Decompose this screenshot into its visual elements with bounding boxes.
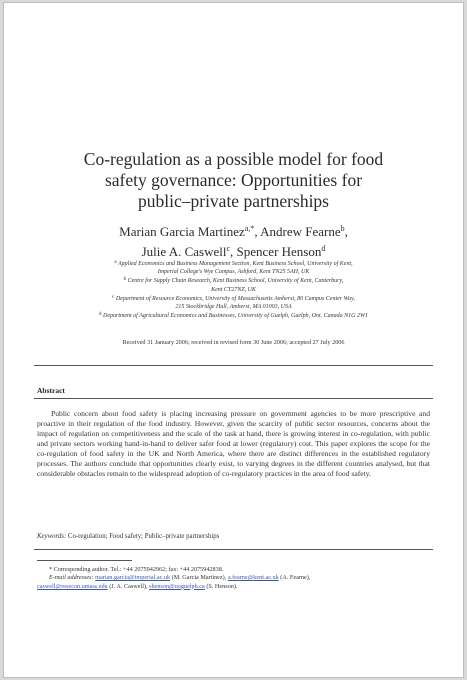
affiliation-mark: a [114,260,117,265]
affiliation-mark: c [112,294,115,300]
keywords-text: Co-regulation; Food safety; Public–private partnerships [67,533,220,540]
author-name: Marian Garcia Martinez [119,224,245,239]
title-line: public–private partnerships [138,191,329,211]
author-affiliation-mark: c [226,244,231,253]
email-owner: (S. Henson). [204,582,238,590]
email-owner: (J. A. Caswell), [107,582,150,590]
affiliation-text: Department of Resource Economics, University of Massachusetts Amherst, 80 Campus Center Way, [115,295,355,302]
title-line: Co-regulation as a possible model for food [83,149,384,169]
affiliation-mark: d [98,312,102,318]
received-dates: Received 31 January 2006; received in revised form 30 June 2006; accepted 27 July 2006 [122,339,345,346]
affiliation-line [44,294,423,303]
author-name: Andrew Fearne [260,224,341,239]
affiliation-mark: b [123,277,127,283]
author-line [44,220,423,240]
author-name: Julie A. Caswell [141,244,227,259]
keywords-label: Keywords: [37,533,67,540]
email-owner: (A. Fearne), [278,574,311,582]
paper-title [44,149,423,212]
affiliation-text: Department of Agricultural Economics and Businesses, University of Guelph, Guelph, Ont. Canada N1G 2W1 [102,313,369,320]
paper-page [4,3,463,677]
email-addresses [37,574,430,582]
affiliation-list [44,259,423,320]
email-link-henson[interactable]: shenson@uoguelph.ca [149,582,205,590]
author-separator: , [230,244,237,259]
email-link-fearne[interactable]: a.fearne@kent.ac.uk [227,574,279,582]
affiliation-line: 215 Stockbridge Hall, Amherst, MA 01003, USA [175,304,292,311]
affiliation-line: Kent CT27NZ, UK [211,286,256,293]
abstract-divider [34,398,433,399]
email-owner: (M. Garcia Martinez), [170,574,228,582]
email-addresses-continued [37,583,430,591]
affiliation-line [44,259,423,268]
footnotes [37,566,430,591]
author-affiliation-mark: a,* [244,224,255,233]
abstract-text: Public concern about food safety is placing increasing pressure on government agencies to be more prescriptive and proactive in their regulation of the food industry. However, given the scarcity of public sector resources, concerns about the impact of regulation on competitiveness and the scale of the task at hand, there is growing interest in co-regulation, with public and private sectors working hand-in-hand to deliver safer food at lower (regulatory) cost. This paper explores the scope for the co-regulation of food safety in the UK and North America, where there are distinct differences in the established regulatory processes. The authors conclude that opportunities clearly exist, to varying degrees in the different countries analysed, but that considerable obstacles remain to the widespread adoption of co-regulatory practices in the area of food safety. [37,409,430,478]
keywords [37,533,430,540]
affiliation-line [44,311,423,320]
footnote-divider [37,560,132,561]
author-separator: , [344,224,348,239]
affiliation-text: Centre for Supply Chain Research, Kent Business School, University of Kent, Canterbury, [127,278,344,285]
email-link-caswell[interactable]: caswell@resecon.umass.edu [37,582,108,590]
corresponding-author-note: * Corresponding author. Tel.: +44 2075942962; fax: +44 2075942838. [49,566,224,573]
author-name: Spencer Henson [236,244,322,259]
email-link-garcia[interactable]: marian.garcia@imperial.ac.uk [95,574,171,582]
author-list [44,220,423,260]
affiliation-text: Applied Economics and Business Management Section, Kent Business School, University of Kent, [118,261,353,267]
author-affiliation-mark: d [321,244,326,253]
section-divider [34,365,433,366]
email-label: E-mail addresses: [49,574,94,582]
affiliation-line: Imperial College's Wye Campus, Ashford, Kent TN25 5AH, UK [157,269,310,276]
author-line [44,240,423,260]
title-line: safety governance: Opportunities for [104,170,363,190]
author-separator: , [254,224,261,239]
abstract-heading: Abstract [37,386,65,395]
keywords-divider [34,549,433,550]
author-affiliation-mark: b [340,224,345,233]
affiliation-line [44,276,423,285]
